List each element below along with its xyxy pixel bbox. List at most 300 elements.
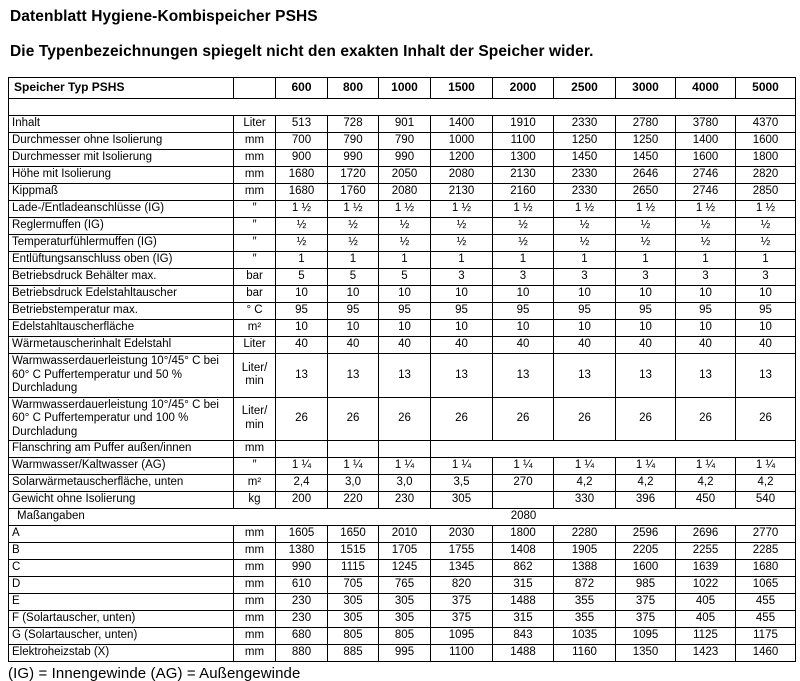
cell-value: 1160 [554,645,616,662]
table-row [9,269,796,286]
cell-value: 2650 [616,184,676,201]
cell-value: 1 ¼ [616,458,676,475]
cell-value: 3780 [676,116,736,133]
floating-value: 2080 [510,510,537,522]
spacer-cell [9,99,796,116]
row-label: Durchmesser ohne Isolierung [9,133,234,150]
cell-value: 1300 [493,150,554,167]
table-row [9,218,796,235]
cell-value: 4,2 [616,475,676,492]
cell-value: 1100 [493,133,554,150]
row-unit: mm [234,645,276,662]
cell-value: 3,5 [431,475,493,492]
row-label: Betriebsdruck Behälter max. [9,269,234,286]
cell-value: 1 [736,252,796,269]
cell-value: 1095 [431,628,493,645]
row-unit: bar [234,286,276,303]
row-label: Betriebsdruck Edelstahltauscher [9,286,234,303]
cell-value: 1 ¼ [379,458,431,475]
cell-value: 1639 [676,560,736,577]
cell-value: 1 [554,252,616,269]
cell-value: 26 [493,397,554,441]
cell-value: 95 [616,303,676,320]
cell-value: 26 [379,397,431,441]
cell-value [328,441,379,458]
cell-value: 200 [276,492,328,509]
cell-value: 1 ½ [493,201,554,218]
cell-value: 1488 [493,645,554,662]
cell-value: 1600 [736,133,796,150]
cell-value: 1 ½ [616,201,676,218]
cell-value: 13 [276,354,328,398]
cell-value: 1350 [616,645,676,662]
cell-value: 40 [328,337,379,354]
cell-value: 2285 [736,543,796,560]
cell-value: 40 [431,337,493,354]
cell-value: 990 [328,150,379,167]
cell-value: 10 [676,286,736,303]
cell-value: 40 [493,337,554,354]
row-label: Warmwasser/Kaltwasser (AG) [9,458,234,475]
cell-value: 10 [328,286,379,303]
cell-value: 95 [493,303,554,320]
cell-value: 1 [616,252,676,269]
cell-value: ½ [736,218,796,235]
cell-value: 1400 [676,133,736,150]
table-row [9,286,796,303]
row-unit: bar [234,269,276,286]
cell-value: 4370 [736,116,796,133]
cell-value: 1095 [616,628,676,645]
cell-value: 1 ¼ [328,458,379,475]
cell-value: 26 [328,397,379,441]
table-row [9,133,796,150]
row-unit: ″ [234,252,276,269]
cell-value: 10 [616,320,676,337]
cell-value: 10 [431,286,493,303]
table-row [9,201,796,218]
cell-value: 396 [616,492,676,509]
cell-value: 1 ½ [736,201,796,218]
cell-value: 1 [431,252,493,269]
cell-value: 1200 [431,150,493,167]
row-label: Wärmetauscherinhalt Edelstahl [9,337,234,354]
cell-value: 2596 [616,526,676,543]
cell-value: 1175 [736,628,796,645]
cell-value: 1460 [736,645,796,662]
cell-value: 95 [379,303,431,320]
row-label: Elektroheizstab (X) [9,645,234,662]
cell-value: 2160 [493,184,554,201]
cell-value: 1680 [276,167,328,184]
cell-value: 1250 [616,133,676,150]
cell-value: 3 [431,269,493,286]
table-row [9,628,796,645]
table-row [9,611,796,628]
cell-value: 330 [554,492,616,509]
cell-value: 2770 [736,526,796,543]
cell-value: 1515 [328,543,379,560]
cell-value: 1423 [676,645,736,662]
row-label: Warmwasserdauerleistung 10°/45° C bei 60° C Puffertemperatur und 100 % Durchladung [9,397,234,441]
row-label: Inhalt [9,116,234,133]
cell-value: 26 [431,397,493,441]
cell-value: 26 [276,397,328,441]
cell-value: 95 [554,303,616,320]
table-row [9,475,796,492]
row-unit: Liter/ min [234,397,276,441]
cell-value: ½ [736,235,796,252]
page-subtitle: Die Typenbezeichnungen spiegelt nicht den exakten Inhalt der Speicher wider. [10,43,594,60]
cell-value: 700 [276,133,328,150]
cell-value: 1800 [493,526,554,543]
cell-value: 10 [276,286,328,303]
cell-value: 1 ½ [379,201,431,218]
cell-value: 2696 [676,526,736,543]
header-size-1500: 1500 [431,78,493,99]
cell-value: 230 [379,492,431,509]
cell-value: 305 [328,594,379,611]
cell-value: ½ [616,235,676,252]
table-row [9,99,796,116]
cell-value: 2010 [379,526,431,543]
row-unit: mm [234,611,276,628]
cell-value: 95 [431,303,493,320]
table-row [9,303,796,320]
cell-value: 3 [554,269,616,286]
table-row [9,645,796,662]
row-label: Entlüftungsanschluss oben (IG) [9,252,234,269]
cell-value: 1380 [276,543,328,560]
row-label: Durchmesser mit Isolierung [9,150,234,167]
cell-value: 1345 [431,560,493,577]
cell-value: 1705 [379,543,431,560]
cell-value: 1605 [276,526,328,543]
table-header-row [9,78,796,99]
cell-value: 1650 [328,526,379,543]
header-size-2500: 2500 [554,78,616,99]
cell-value: 1250 [554,133,616,150]
cell-value: 10 [616,286,676,303]
cell-value: ½ [676,218,736,235]
cell-value: 2255 [676,543,736,560]
cell-value: 220 [328,492,379,509]
cell-value: 10 [276,320,328,337]
row-unit: mm [234,594,276,611]
cell-value: 40 [379,337,431,354]
cell-value: 10 [379,320,431,337]
section-cell [9,509,796,526]
cell-value: 1 ¼ [493,458,554,475]
cell-value: 375 [431,611,493,628]
table-row [9,492,796,509]
cell-value: 1680 [736,560,796,577]
cell-value: 3,0 [328,475,379,492]
table-row [9,397,796,441]
cell-value: 1680 [276,184,328,201]
row-label: Reglermuffen (IG) [9,218,234,235]
cell-value: ½ [493,218,554,235]
cell-value: ½ [616,218,676,235]
cell-value: 1450 [616,150,676,167]
cell-value: 3 [616,269,676,286]
cell-value: ½ [493,235,554,252]
row-label: C [9,560,234,577]
cell-value: 805 [328,628,379,645]
row-unit: Liter [234,116,276,133]
cell-value: 305 [328,611,379,628]
cell-value: 1 ¼ [554,458,616,475]
cell-value: 3 [676,269,736,286]
cell-value: 1720 [328,167,379,184]
cell-value [276,441,328,458]
row-label: F (Solartauscher, unten) [9,611,234,628]
cell-value: 355 [554,594,616,611]
cell-value: 862 [493,560,554,577]
cell-value: 230 [276,611,328,628]
cell-value: 2746 [676,167,736,184]
cell-value: 26 [736,397,796,441]
cell-value: 2330 [554,167,616,184]
cell-value: 1388 [554,560,616,577]
cell-value: ½ [431,235,493,252]
cell-value: 10 [431,320,493,337]
row-unit: mm [234,133,276,150]
row-label: E [9,594,234,611]
cell-value: 2130 [431,184,493,201]
cell-value: 10 [736,320,796,337]
cell-value: 1 ½ [554,201,616,218]
cell-value: 4,2 [676,475,736,492]
cell-value: 1 ¼ [276,458,328,475]
table-row [9,594,796,611]
cell-value: 2080 [379,184,431,201]
cell-value: 2850 [736,184,796,201]
cell-value: 985 [616,577,676,594]
cell-value: 2050 [379,167,431,184]
cell-value: 990 [379,150,431,167]
cell-value: 2280 [554,526,616,543]
row-unit: m² [234,475,276,492]
cell-value: 26 [616,397,676,441]
row-unit: ″ [234,458,276,475]
header-size-1000: 1000 [379,78,431,99]
cell-value: 1408 [493,543,554,560]
row-unit: mm [234,441,276,458]
cell-value: 1035 [554,628,616,645]
cell-value: 880 [276,645,328,662]
cell-value: 2030 [431,526,493,543]
cell-value: 1910 [493,116,554,133]
table-row [9,441,796,458]
cell-value: 680 [276,628,328,645]
row-unit: ″ [234,235,276,252]
cell-value: 1100 [431,645,493,662]
cell-value: 305 [379,594,431,611]
footnote: (IG) = Innengewinde (AG) = Außengewinde [8,665,301,681]
cell-value: 5 [328,269,379,286]
cell-value: 2330 [554,116,616,133]
spec-table-body [9,99,796,662]
cell-value: 26 [676,397,736,441]
row-label: Gewicht ohne Isolierung [9,492,234,509]
cell-value: 1 ¼ [431,458,493,475]
row-label: Maßangaben [17,510,85,523]
cell-value: 610 [276,577,328,594]
cell-value: 40 [276,337,328,354]
table-row [9,235,796,252]
row-unit: m² [234,320,276,337]
cell-value [493,492,554,509]
cell-value: 820 [431,577,493,594]
cell-value: ½ [379,235,431,252]
header-size-800: 800 [328,78,379,99]
cell-value [379,441,431,458]
cell-value: 13 [379,354,431,398]
cell-value: 95 [736,303,796,320]
header-unit-column [234,78,276,99]
cell-value: 805 [379,628,431,645]
cell-value: 450 [676,492,736,509]
cell-value: 95 [328,303,379,320]
cell-value: 1 ¼ [676,458,736,475]
cell-value: 375 [616,594,676,611]
cell-value: 10 [493,286,554,303]
cell-value: 1 ½ [328,201,379,218]
row-label: A [9,526,234,543]
cell-value: 315 [493,577,554,594]
cell-value: 40 [676,337,736,354]
cell-value: 1760 [328,184,379,201]
cell-value: 1125 [676,628,736,645]
row-unit: mm [234,543,276,560]
cell-value: 5 [379,269,431,286]
table-row [9,560,796,577]
cell-value: 2330 [554,184,616,201]
row-label: Edelstahltauscherfläche [9,320,234,337]
cell-value: 513 [276,116,328,133]
row-unit: mm [234,167,276,184]
cell-value: ½ [431,218,493,235]
cell-value: 2080 [431,167,493,184]
cell-value: 95 [276,303,328,320]
cell-value: ½ [554,235,616,252]
cell-value: 375 [616,611,676,628]
cell-value: 230 [276,594,328,611]
cell-value: ½ [328,235,379,252]
cell-value: 305 [379,611,431,628]
cell-value: 1800 [736,150,796,167]
row-unit: mm [234,150,276,167]
row-label: B [9,543,234,560]
cell-value: 2820 [736,167,796,184]
cell-value: 790 [379,133,431,150]
cell-value: 990 [276,560,328,577]
header-size-4000: 4000 [676,78,736,99]
cell-value: 872 [554,577,616,594]
cell-value: 1 ½ [431,201,493,218]
cell-value: 765 [379,577,431,594]
row-label: G (Solartauscher, unten) [9,628,234,645]
header-type-label: Speicher Typ PSHS [9,78,234,99]
cell-value: 405 [676,611,736,628]
cell-value: 5 [276,269,328,286]
cell-value: 355 [554,611,616,628]
cell-value: 995 [379,645,431,662]
cell-value: 1 [328,252,379,269]
row-unit: mm [234,560,276,577]
cell-value: 1245 [379,560,431,577]
header-size-5000: 5000 [736,78,796,99]
table-row [9,526,796,543]
cell-value: 1600 [676,150,736,167]
cell-value: 13 [736,354,796,398]
cell-value: 10 [736,286,796,303]
cell-value: 1022 [676,577,736,594]
header-size-600: 600 [276,78,328,99]
row-unit: mm [234,577,276,594]
cell-value: 26 [554,397,616,441]
cell-value: ½ [554,218,616,235]
row-label: D [9,577,234,594]
cell-value: 1000 [431,133,493,150]
cell-value: 4,2 [736,475,796,492]
cell-value: 40 [616,337,676,354]
cell-value: 4,2 [554,475,616,492]
row-unit: ° C [234,303,276,320]
cell-value: 315 [493,611,554,628]
cell-value: 1 ½ [276,201,328,218]
cell-value: ½ [276,218,328,235]
row-label: Lade-/Entladeanschlüsse (IG) [9,201,234,218]
cell-value: 10 [554,320,616,337]
cell-value: ½ [276,235,328,252]
cell-value: 790 [328,133,379,150]
cell-value: 1065 [736,577,796,594]
cell-value: 3 [736,269,796,286]
cell-value: ½ [328,218,379,235]
table-row [9,320,796,337]
row-unit: Liter [234,337,276,354]
cell-value: 10 [379,286,431,303]
table-row [9,337,796,354]
cell-value: 1 [276,252,328,269]
cell-value: 2780 [616,116,676,133]
cell-value: 1 [493,252,554,269]
table-row [9,458,796,475]
cell-value: 455 [736,611,796,628]
row-unit: mm [234,526,276,543]
cell-value: 1115 [328,560,379,577]
cell-value: 1600 [616,560,676,577]
cell-value: ½ [379,218,431,235]
cell-value: 13 [554,354,616,398]
row-unit: mm [234,184,276,201]
cell-value: 728 [328,116,379,133]
cell-value: 2646 [616,167,676,184]
cell-value: 1905 [554,543,616,560]
cell-value: 305 [431,492,493,509]
row-unit: mm [234,628,276,645]
table-row [9,509,796,526]
cell-value: 885 [328,645,379,662]
cell-value: 10 [676,320,736,337]
cell-value: 40 [554,337,616,354]
table-row [9,252,796,269]
table-row [9,150,796,167]
cell-value: 2130 [493,167,554,184]
cell-value: ½ [676,235,736,252]
